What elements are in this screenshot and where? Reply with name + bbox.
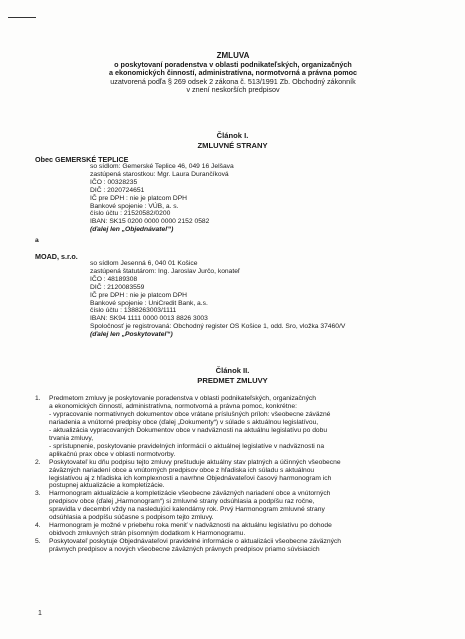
list-item bbox=[35, 490, 435, 522]
item-line: Predmetom zmluvy je poskytovanie poradenstva v oblasti podnikateľských, organizačných bbox=[49, 395, 316, 402]
list-item bbox=[35, 522, 435, 538]
party-2-line: Bankové spojenie : UniCredit Bank, a.s. bbox=[90, 299, 208, 307]
party-2-alias: (ďalej len „Poskytovateľ“) bbox=[90, 331, 173, 339]
article-2-title: PREDMET ZMLUVY bbox=[197, 375, 268, 385]
item-line: právnych predpisov a nových všeobecne záväzných právnych predpisov priamo súvisiacich bbox=[49, 546, 320, 554]
item-text bbox=[49, 395, 435, 459]
contract-header bbox=[40, 52, 426, 95]
party-1-line: IČ pre DPH : nie je platcom DPH bbox=[90, 194, 188, 202]
party-1-line: so sídlom: Gemerské Teplice 46, 049 16 Jelšava bbox=[90, 163, 234, 170]
party-2-details bbox=[90, 260, 345, 339]
item-line: Harmonogram aktualizácie a kompletizácie všeobecne záväzných nariadení obce a vnútorných bbox=[49, 490, 331, 498]
item-number: 1. bbox=[35, 395, 41, 402]
corner-mark bbox=[8, 17, 36, 18]
list-item bbox=[35, 459, 435, 491]
article-1-title: ZMLUVNÉ STRANY bbox=[197, 140, 268, 150]
party-1-line: zastúpená starostkou: Mgr. Laura Durančíková bbox=[90, 170, 229, 178]
item-line: predpisov obce (ďalej „Harmonogram“) si zmluvné strany odsúhlasia a podpíšu raz ročne, bbox=[49, 498, 315, 506]
item-line: - vypracovanie normatívnych dokumentov obce vrátane príslušných príloh: všeobecne záväzné bbox=[49, 410, 331, 418]
item-line: Poskytovateľ poskytuje Objednávateľovi pravidelné informácie o aktualizácii všeobecne záväzných bbox=[49, 538, 341, 546]
item-line: postupnej aktualizácie a kompletizácie. bbox=[49, 482, 165, 490]
item-line: nariadenia a vnútorné predpisy obce (ďalej „Dokumenty“) v súlade s aktuálnou legislatívou, bbox=[49, 418, 319, 426]
party-2-line: IČ pre DPH : nie je platcom DPH bbox=[90, 291, 188, 299]
header-line-2: a ekonomických činností, administratívna, normotvorná a právna pomoc bbox=[108, 68, 358, 78]
header-line-4: v znení neskorších predpisov bbox=[186, 85, 280, 95]
subject-items bbox=[35, 395, 435, 554]
party-2-name: MOAD, s.r.o. bbox=[35, 252, 78, 261]
party-1-details bbox=[90, 163, 234, 234]
item-line: - sprístupnenie, poskytovanie pravidelných informácií o aktuálnej legislatíve v nadväznosti na bbox=[49, 442, 325, 450]
party-1-alias: (ďalej len „Objednávateľ“) bbox=[90, 226, 174, 234]
item-text bbox=[49, 538, 435, 554]
item-text bbox=[49, 459, 435, 491]
party-1-name: Obec GEMERSKÉ TEPLICE bbox=[35, 155, 129, 164]
party-1-line: IČO : 00328235 bbox=[90, 178, 138, 186]
party-2-line: zastúpená štatutárom: Ing. Jaroslav Jurčo, konateľ bbox=[90, 267, 240, 275]
party-2-line: IČO : 48189308 bbox=[90, 275, 138, 283]
item-line: spravidla v decembri vždy na nasledujúci kalendárny rok. Prvý Harmonogram zmluvné strany bbox=[49, 506, 325, 514]
item-line: legislatívou aj z hľadiska ich komplexnosti a navrhne Objednávateľovi časový harmonogram ich bbox=[49, 474, 332, 482]
item-line: aplikačnú prax obce v oblasti normotvorby. bbox=[49, 450, 176, 458]
item-number: 2. bbox=[35, 458, 41, 466]
item-line: obidvoch zmluvných strán písomným dodatkom k Harmonogramu. bbox=[49, 530, 246, 538]
item-line: Harmonogram je možné v priebehu roka meniť v nadväznosti na aktuálnu legislatívu po dohode bbox=[49, 522, 332, 530]
party-1-line: IBAN: SK15 0200 0000 0000 2152 0582 bbox=[90, 218, 210, 226]
item-line: záväzných nariadení obce a vnútorných predpisov obce z hľadiska ich súladu s aktuálnou bbox=[49, 466, 315, 474]
list-item bbox=[35, 538, 435, 554]
article-2-heading bbox=[0, 366, 465, 385]
item-line: Poskytovateľ ku dňu podpisu tejto zmluvy preštuduje aktuálny stav platných a účinných všeobecne bbox=[49, 458, 341, 466]
party-1-line: DIČ : 2020724651 bbox=[90, 186, 145, 194]
header-line-3: uzatvorená podľa § 269 odsek 2 zákona č. 513/1991 Zb. Obchodný zákonník bbox=[110, 76, 356, 86]
item-number: 5. bbox=[35, 538, 41, 546]
header-line-1: o poskytovaní poradenstva v oblasti podnikateľských, organizačných bbox=[114, 59, 352, 69]
party-2-line: IBAN: SK94 1111 0000 0013 8826 3003 bbox=[90, 315, 208, 323]
contract-title: ZMLUVA bbox=[216, 51, 250, 60]
party-2-line: číslo účtu : 1388263003/1111 bbox=[90, 307, 177, 315]
party-2-line: DIČ : 2120083559 bbox=[90, 283, 145, 291]
item-line: a ekonomických činností, administratívna, normotvorná a právna pomoc, konkrétne: bbox=[49, 402, 297, 410]
item-number: 3. bbox=[35, 490, 41, 498]
item-line: trvania zmluvy, bbox=[49, 434, 94, 442]
party-1-line: číslo účtu : 21520582/0200 bbox=[90, 210, 171, 218]
item-text bbox=[49, 522, 435, 538]
item-line: - aktualizácia vypracovaných Dokumentov obce v nadväznosti na aktuálnu legislatívu po dobu bbox=[49, 426, 328, 434]
list-item bbox=[35, 395, 435, 459]
article-1-number: Článok I. bbox=[216, 131, 249, 140]
item-line: odsúhlasia a podpíšu súčasne s podpisom tejto zmluvy. bbox=[49, 514, 214, 522]
party-2-line: Spoločnosť je registrovaná: Obchodný register OS Košice 1, odd. Sro, vložka 37460/V bbox=[90, 323, 346, 331]
item-number: 4. bbox=[35, 522, 41, 530]
item-text bbox=[49, 490, 435, 522]
page-number: 1 bbox=[38, 610, 42, 617]
article-1-heading bbox=[0, 131, 465, 150]
conjunction: a bbox=[35, 237, 39, 244]
party-1-line: Bankové spojenie : VÚB, a. s. bbox=[90, 202, 179, 210]
article-2-number: Článok II. bbox=[215, 366, 250, 375]
party-2-line: so sídlom Jesenná 6, 040 01 Košice bbox=[90, 260, 198, 267]
